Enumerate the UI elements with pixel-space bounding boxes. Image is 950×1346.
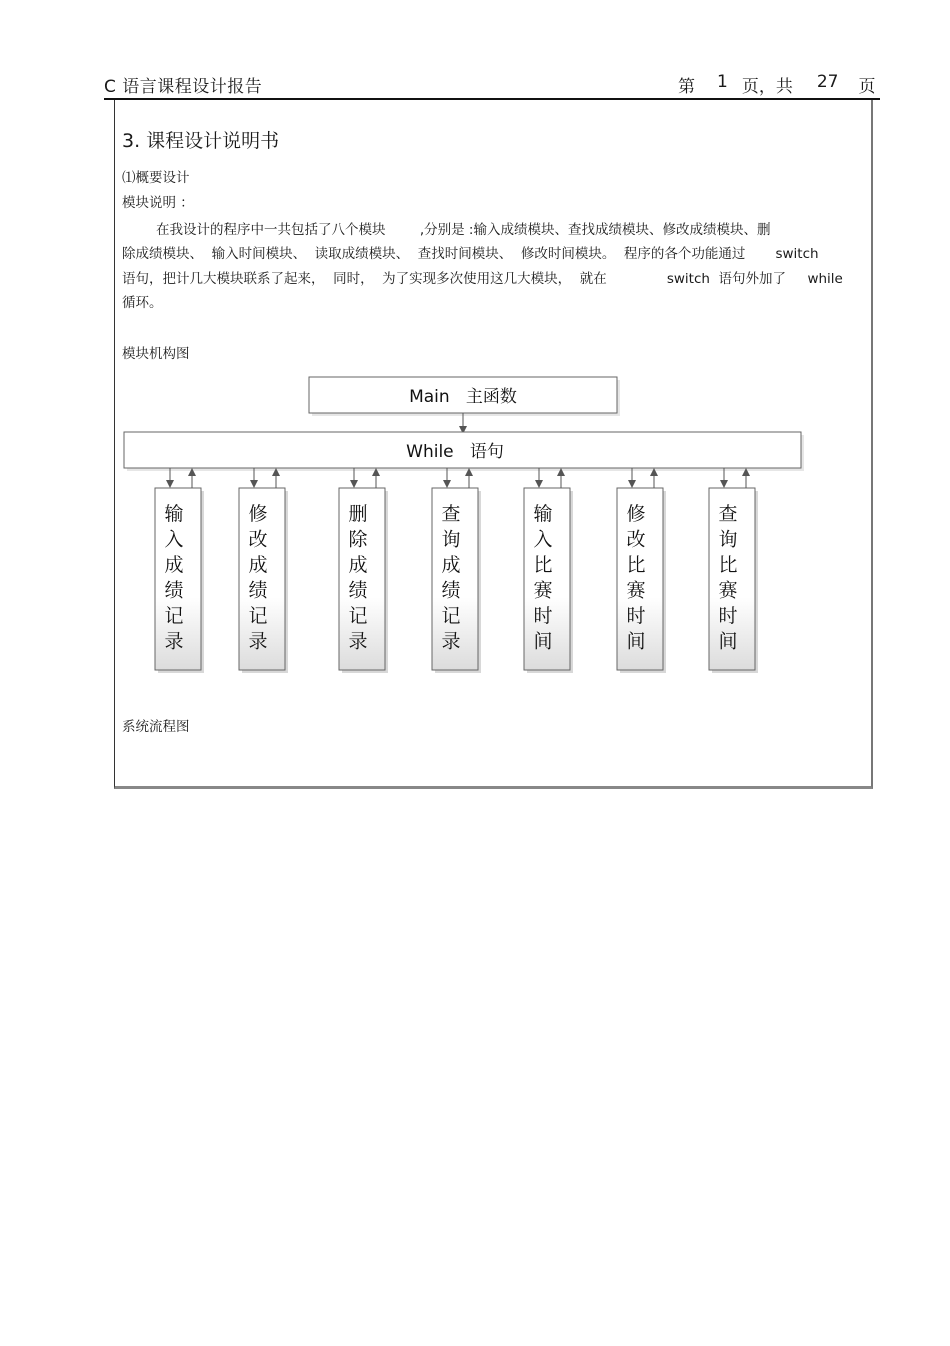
report-title: C 语言课程设计报告 [104, 77, 263, 97]
module-label-char: 录 [164, 630, 184, 653]
main-box-label: Main 主函数 [409, 387, 517, 407]
module-label-char: 录 [348, 630, 368, 653]
module-label-char: 记 [348, 605, 368, 627]
module-box [339, 468, 388, 673]
paragraph-line-3: 语句，把计几大模块联系了起来， 同时， 为了实现多次使用这几大模块， 就在 switch 语句外加了 while [122, 271, 843, 287]
module-label-char: 间 [718, 630, 738, 653]
module-label-char: 赛 [718, 579, 738, 602]
module-heading: 模块说明 ： [122, 195, 194, 211]
module-label-char: 时 [718, 605, 738, 627]
module-label-char: 比 [533, 554, 553, 576]
module-boxes [155, 468, 758, 673]
while-box-label: While 语句 [406, 442, 504, 462]
while-statement-box [124, 432, 804, 471]
module-label-char: 查 [718, 503, 738, 525]
section-title: 3. 课程设计说明书 [122, 130, 280, 152]
page-suffix: 页 [858, 77, 876, 97]
module-label-char: 询 [718, 528, 738, 551]
module-label-char: 赛 [533, 579, 553, 602]
module-label-char: 录 [441, 630, 461, 653]
module-label-char: 删 [348, 503, 368, 525]
module-box [524, 468, 573, 673]
paragraph-line-4: 循环。 [122, 295, 163, 311]
subsection-title: ⑴概要设计 [122, 170, 190, 186]
paragraph-line-1: 在我设计的程序中一共包括了八个模块 ,分别是 :输入成绩模块、查找成绩模块、修改成绩模块、删 [156, 222, 771, 238]
module-label-char: 改 [248, 528, 268, 551]
module-box [432, 468, 481, 673]
module-label-char: 成 [164, 554, 184, 576]
module-label-char: 入 [164, 528, 184, 551]
module-label-char: 间 [626, 630, 646, 653]
module-label-char: 记 [441, 605, 461, 627]
module-label-char: 成 [248, 554, 268, 576]
module-label-char: 赛 [626, 579, 646, 602]
structure-caption: 模块机构图 [122, 346, 190, 362]
module-label-char: 绩 [248, 579, 268, 602]
module-label-char: 修 [248, 503, 268, 525]
paragraph-line-2: 除成绩模块、 输入时间模块、 读取成绩模块、 查找时间模块、 修改时间模块。 程序的各个功能通过 switch [122, 246, 819, 262]
module-box [239, 468, 288, 673]
module-label-char: 记 [164, 605, 184, 627]
page-prefix: 第 [678, 77, 695, 97]
module-label-char: 时 [626, 605, 646, 627]
module-label-char: 录 [248, 630, 268, 653]
module-label-char: 成 [348, 554, 368, 576]
module-label-char: 入 [533, 528, 553, 551]
main-function-box [309, 377, 620, 416]
module-label-char: 比 [718, 554, 738, 576]
module-box [617, 468, 666, 673]
module-label-char: 时 [533, 605, 553, 627]
module-label-char: 询 [441, 528, 461, 551]
module-label-char: 比 [626, 554, 646, 576]
module-label-char: 间 [533, 630, 553, 653]
module-label-char: 修 [626, 503, 646, 525]
flow-caption: 系统流程图 [122, 719, 190, 735]
module-label-char: 绩 [164, 579, 184, 602]
module-label-char: 输 [533, 503, 553, 525]
module-label-char: 改 [626, 528, 646, 551]
module-box [709, 468, 758, 673]
module-label-char: 记 [248, 605, 268, 627]
module-label-char: 成 [441, 554, 461, 576]
module-label-char: 除 [348, 528, 368, 551]
page-mid: 页，共 [741, 77, 793, 97]
page-number: 1 [717, 72, 728, 92]
module-label-char: 输 [164, 503, 184, 525]
page-total: 27 [816, 72, 839, 92]
module-label-char: 绩 [348, 579, 368, 602]
module-box [155, 468, 204, 673]
module-label-char: 绩 [441, 579, 461, 602]
module-label-char: 查 [441, 503, 461, 525]
